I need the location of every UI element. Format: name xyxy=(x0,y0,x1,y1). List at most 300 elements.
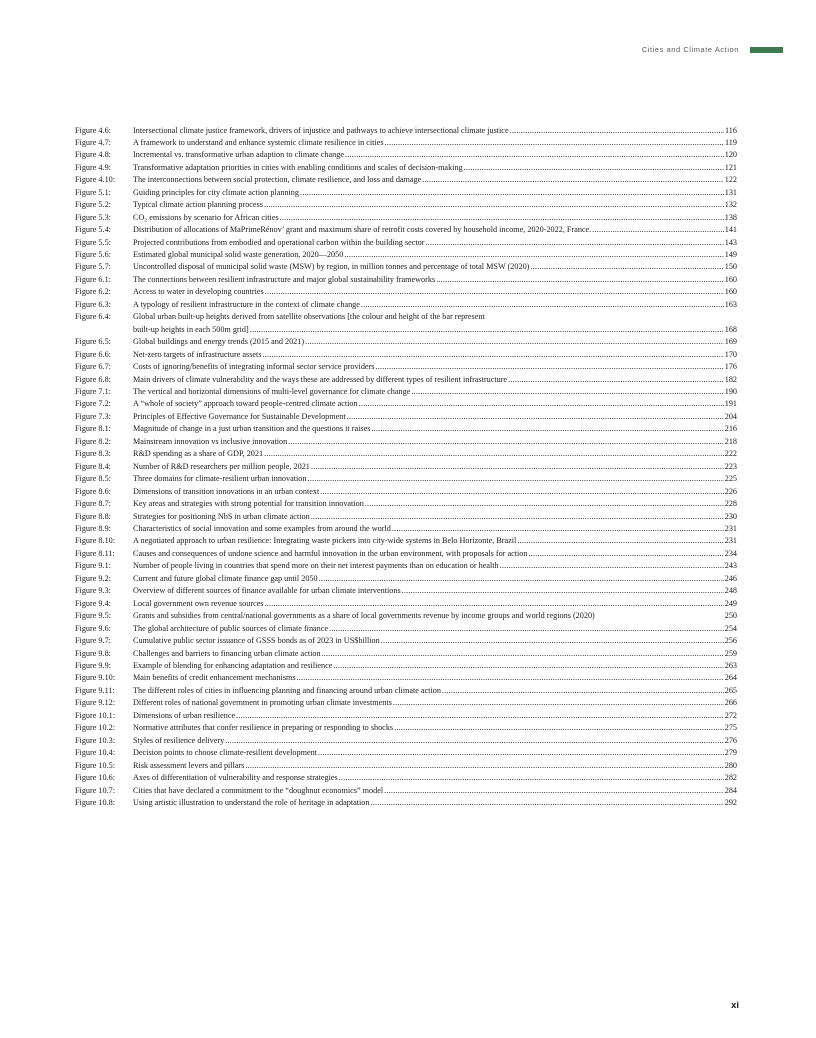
dot-leader xyxy=(359,398,724,410)
entry-body xyxy=(133,685,737,697)
page-reference[interactable]: 182 xyxy=(724,374,737,384)
figure-number: Figure 10.6: xyxy=(75,773,116,783)
figure-title: Estimated global municipal solid waste generation, 2020—2050 xyxy=(133,250,344,260)
page-reference[interactable]: 226 xyxy=(724,486,737,496)
page-reference[interactable]: 141 xyxy=(724,225,737,235)
header-accent-bar xyxy=(750,47,783,53)
figure-title: Incremental vs. transformative urban adaption to climate change xyxy=(133,150,344,160)
figure-number: Figure 9.2: xyxy=(75,573,111,583)
toc-entry[interactable] xyxy=(75,635,737,647)
figure-number: Figure 8.4: xyxy=(75,461,111,471)
page-reference[interactable]: 254 xyxy=(724,623,737,633)
figure-title: Strategies for positioning NbS in urban climate action xyxy=(133,511,310,521)
page-reference[interactable]: 234 xyxy=(724,548,737,558)
page-reference[interactable]: 169 xyxy=(724,337,737,347)
page-reference[interactable]: 264 xyxy=(724,673,737,683)
figure-number: Figure 9.6: xyxy=(75,623,111,633)
entry-line xyxy=(133,573,737,585)
page-reference[interactable]: 249 xyxy=(724,598,737,608)
figure-number: Figure 9.9: xyxy=(75,660,111,670)
entry-line xyxy=(133,212,737,224)
figure-title: Styles of resilience delivery xyxy=(133,735,225,745)
toc-entry[interactable] xyxy=(75,760,737,772)
dot-leader xyxy=(339,772,724,784)
dot-leader xyxy=(307,473,723,485)
entry-line xyxy=(133,286,737,298)
toc-entry[interactable] xyxy=(75,772,737,784)
toc-entry[interactable] xyxy=(75,697,737,709)
entry-line xyxy=(133,374,737,386)
toc-entry[interactable] xyxy=(75,286,737,298)
toc-entry[interactable] xyxy=(75,212,737,224)
entry-body xyxy=(133,448,737,460)
entry-line xyxy=(133,261,737,273)
figure-number: Figure 4.7: xyxy=(75,137,111,147)
dot-leader xyxy=(500,560,724,572)
entry-line xyxy=(133,187,737,199)
entry-body xyxy=(133,710,737,722)
page-reference[interactable]: 176 xyxy=(724,362,737,372)
toc-entry[interactable] xyxy=(75,461,737,473)
figure-title: Typical climate action planning process xyxy=(133,200,263,210)
entry-line xyxy=(133,249,737,261)
toc-entry[interactable] xyxy=(75,486,737,498)
dot-leader xyxy=(393,697,724,709)
toc-entry[interactable] xyxy=(75,473,737,485)
entry-line xyxy=(133,461,737,473)
figure-title: Risk assessment levers and pillars xyxy=(133,760,245,770)
entry-line xyxy=(133,299,737,311)
entry-line xyxy=(133,311,737,323)
page-reference[interactable]: 228 xyxy=(724,499,737,509)
dot-leader xyxy=(375,361,723,373)
entry-line xyxy=(133,386,737,398)
entry-line xyxy=(133,361,737,373)
dot-leader xyxy=(528,548,723,560)
page-reference[interactable]: 248 xyxy=(724,586,737,596)
toc-entry[interactable] xyxy=(75,137,737,149)
entry-line xyxy=(133,598,737,610)
page-reference[interactable]: 231 xyxy=(724,524,737,533)
figure-title: Projected contributions from embodied and operational carbon within the building sector xyxy=(133,237,425,247)
dot-leader xyxy=(442,685,724,697)
dot-leader xyxy=(517,535,723,547)
figure-title: Dimensions of transition innovations in an urban context xyxy=(133,486,320,496)
toc-entry[interactable] xyxy=(75,237,737,249)
figure-title: Dimensions of urban resilience xyxy=(133,710,236,720)
figure-title: Using artistic illustration to understand the role of heritage in adaptation xyxy=(133,797,370,807)
entry-body xyxy=(133,785,737,797)
figure-title: Characteristics of social innovation and some examples from around the world xyxy=(133,524,391,533)
entry-line xyxy=(133,610,737,622)
figure-number: Figure 8.3: xyxy=(75,449,111,459)
figure-title: Cities that have declared a commitment to the “doughnut economics” model xyxy=(133,785,384,795)
entry-body xyxy=(133,573,737,585)
entry-line xyxy=(133,648,737,660)
figure-title: Number of people living in countries that spend more on their net interest payments than on education or health xyxy=(133,561,499,571)
figure-title: Different roles of national government in promoting urban climate investments xyxy=(133,698,392,708)
dot-leader xyxy=(381,635,724,647)
entry-body xyxy=(133,162,737,174)
toc-entry[interactable] xyxy=(75,299,737,311)
page-reference[interactable]: 138 xyxy=(724,212,737,222)
entry-body xyxy=(133,311,737,336)
entry-body xyxy=(133,386,737,398)
figure-number: Figure 9.7: xyxy=(75,636,111,646)
figure-number: Figure 6.6: xyxy=(75,349,111,359)
entry-body xyxy=(133,249,737,261)
figure-title: Grants and subsidies from central/national governments as a share of local governments revenue by income groups and world regions (2020) xyxy=(133,611,595,621)
dot-leader xyxy=(508,374,724,386)
entry-line xyxy=(133,623,737,635)
entry-body xyxy=(133,498,737,510)
figure-title: Overview of different sources of finance available for urban climate interventions xyxy=(133,586,401,596)
entry-line xyxy=(133,149,737,161)
figure-number: Figure 9.8: xyxy=(75,648,111,658)
dot-leader xyxy=(225,735,724,747)
page-reference[interactable]: 250 xyxy=(724,611,737,621)
page-reference[interactable]: 284 xyxy=(724,785,737,795)
entry-line xyxy=(133,722,737,734)
toc-entry[interactable] xyxy=(75,548,737,560)
figure-number: Figure 9.12: xyxy=(75,698,116,708)
page-reference[interactable]: 282 xyxy=(724,773,737,783)
dot-leader xyxy=(347,411,724,423)
page-reference[interactable]: 143 xyxy=(724,237,737,247)
figure-title: R&D spending as a share of GDP, 2021 xyxy=(133,449,264,459)
page-reference[interactable]: 120 xyxy=(724,150,737,160)
toc-entry[interactable] xyxy=(75,672,737,684)
figure-number: Figure 9.3: xyxy=(75,586,111,596)
figure-number: Figure 4.6: xyxy=(75,125,111,135)
page-reference[interactable]: 168 xyxy=(724,324,737,334)
figure-number: Figure 5.5: xyxy=(75,237,111,247)
entry-line xyxy=(133,772,737,784)
toc-entry[interactable] xyxy=(75,660,737,672)
entry-body xyxy=(133,697,737,709)
toc-entry[interactable] xyxy=(75,274,737,286)
toc-entry[interactable] xyxy=(75,535,737,547)
figure-number: Figure 5.7: xyxy=(75,262,111,272)
figure-title: Principles of Effective Governance for Sustainable Development xyxy=(133,411,346,421)
page-reference[interactable]: 279 xyxy=(724,748,737,758)
toc-entry[interactable] xyxy=(75,598,737,610)
figure-title: The vertical and horizontal dimensions of multi-level governance for climate change xyxy=(133,387,411,397)
entry-body xyxy=(133,585,737,597)
dot-leader xyxy=(365,498,724,510)
toc-entry[interactable] xyxy=(75,361,737,373)
dot-leader xyxy=(394,722,724,734)
toc-entry[interactable] xyxy=(75,573,737,585)
figure-title: CO₂ emissions by scenario for African cities xyxy=(133,212,279,222)
toc-entry[interactable] xyxy=(75,249,737,261)
page-reference[interactable]: 222 xyxy=(724,449,737,459)
figure-number: Figure 8.10: xyxy=(75,536,116,546)
figure-number: Figure 9.5: xyxy=(75,611,111,621)
figure-number: Figure 10.1: xyxy=(75,710,116,720)
figure-title: Challenges and barriers to financing urban climate action xyxy=(133,648,321,658)
page-reference[interactable]: 223 xyxy=(724,461,737,471)
entry-line xyxy=(133,324,737,336)
figure-title: Main benefits of credit enhancement mechanisms xyxy=(133,673,296,683)
figure-title: Distribution of allocations of MaPrimeRénov’ grant and maximum share of retrofit costs covered by household income, 2020-2022, France. xyxy=(133,225,592,235)
figure-number: Figure 10.2: xyxy=(75,723,116,733)
page-reference[interactable]: 121 xyxy=(724,162,737,172)
figure-number: Figure 8.8: xyxy=(75,511,111,521)
entry-body xyxy=(133,361,737,373)
entry-body xyxy=(133,660,737,672)
dot-leader xyxy=(530,261,723,273)
entry-body xyxy=(133,535,737,547)
dot-leader xyxy=(402,585,724,597)
toc-entry[interactable] xyxy=(75,336,737,348)
entry-body xyxy=(133,125,737,137)
toc-entry[interactable] xyxy=(75,623,737,635)
toc-entry[interactable] xyxy=(75,311,737,336)
page-reference[interactable]: 190 xyxy=(724,387,737,397)
toc-entry[interactable] xyxy=(75,174,737,186)
page-reference[interactable]: 204 xyxy=(724,411,737,421)
dot-leader xyxy=(385,137,724,149)
figure-number: Figure 4.10: xyxy=(75,175,116,185)
entry-line xyxy=(133,237,737,249)
page-reference[interactable]: 191 xyxy=(724,399,737,409)
figure-title: Magnitude of change in a just urban transition and the questions it raises xyxy=(133,424,371,434)
page-reference[interactable]: 275 xyxy=(724,723,737,733)
figure-number: Figure 10.5: xyxy=(75,760,116,770)
dot-leader xyxy=(344,249,723,261)
dot-leader xyxy=(264,199,724,211)
figure-number: Figure 7.3: xyxy=(75,411,111,421)
figure-number: Figure 8.7: xyxy=(75,499,111,509)
toc-entry[interactable] xyxy=(75,162,737,174)
figure-title: Intersectional climate justice framework, drivers of injustice and pathways to achieve intersectional climate justice xyxy=(133,125,509,135)
dot-leader xyxy=(311,461,724,473)
entry-body xyxy=(133,610,737,622)
figure-title: Main drivers of climate vulnerability and the ways these are addressed by different types of resilient infrastructure xyxy=(133,374,508,384)
entry-body xyxy=(133,137,737,149)
entry-body xyxy=(133,760,737,772)
page-reference[interactable]: 218 xyxy=(724,436,737,446)
entry-line xyxy=(133,162,737,174)
page-reference[interactable]: 266 xyxy=(724,698,737,708)
entry-body xyxy=(133,398,737,410)
running-title: Cities and Climate Action xyxy=(641,45,739,54)
entry-line xyxy=(133,797,737,809)
page-reference[interactable]: 243 xyxy=(724,561,737,571)
entry-body xyxy=(133,237,737,249)
page-reference[interactable]: 116 xyxy=(725,125,737,135)
page-reference[interactable]: 216 xyxy=(724,424,737,434)
toc-entry[interactable] xyxy=(75,498,737,510)
figure-number: Figure 6.8: xyxy=(75,374,111,384)
dot-leader xyxy=(236,710,724,722)
figure-title: Current and future global climate finance gap until 2050 xyxy=(133,573,318,583)
page-reference[interactable]: 160 xyxy=(724,274,737,284)
dot-leader xyxy=(319,573,724,585)
figure-title: Cumulative public sector issuance of GSSS bonds as of 2023 in US$billion xyxy=(133,636,380,646)
figure-title: Example of blending for enhancing adaptation and resilience xyxy=(133,660,333,670)
entry-body xyxy=(133,797,737,809)
dot-leader xyxy=(245,760,723,772)
entry-line xyxy=(133,560,737,572)
dot-leader xyxy=(300,187,724,199)
dot-leader xyxy=(265,286,724,298)
toc-entry[interactable] xyxy=(75,511,737,523)
dot-leader xyxy=(329,623,724,635)
entry-body xyxy=(133,336,737,348)
toc-entry[interactable] xyxy=(75,710,737,722)
page-reference[interactable]: 150 xyxy=(724,262,737,272)
toc-entry[interactable] xyxy=(75,224,737,236)
toc-entry[interactable] xyxy=(75,747,737,759)
figure-number: Figure 6.1: xyxy=(75,274,111,284)
toc-entry[interactable] xyxy=(75,386,737,398)
page-reference[interactable]: 231 xyxy=(724,536,737,546)
entry-body xyxy=(133,672,737,684)
toc-entry[interactable] xyxy=(75,735,737,747)
page-reference[interactable]: 149 xyxy=(724,250,737,260)
entry-line xyxy=(133,710,737,722)
toc-entry[interactable] xyxy=(75,187,737,199)
toc-entry[interactable] xyxy=(75,199,737,211)
page-reference[interactable]: 163 xyxy=(724,299,737,309)
page-reference[interactable]: 246 xyxy=(724,573,737,583)
figure-number: Figure 7.1: xyxy=(75,387,111,397)
page-reference[interactable]: 131 xyxy=(724,187,737,197)
entry-line xyxy=(133,448,737,460)
entry-line xyxy=(133,274,737,286)
figure-number: Figure 6.3: xyxy=(75,299,111,309)
figure-number: Figure 5.1: xyxy=(75,187,111,197)
figure-title: Net-zero targets of infrastructure assets xyxy=(133,349,262,359)
entry-line xyxy=(133,523,737,535)
figure-number: Figure 8.5: xyxy=(75,474,111,484)
page-reference[interactable]: 256 xyxy=(724,636,737,646)
toc-entry[interactable] xyxy=(75,149,737,161)
toc-entry[interactable] xyxy=(75,436,737,448)
entry-body xyxy=(133,286,737,298)
dot-leader xyxy=(592,224,723,236)
entry-line xyxy=(133,685,737,697)
toc-entry[interactable] xyxy=(75,448,737,460)
page-reference[interactable]: 259 xyxy=(724,648,737,658)
entry-body xyxy=(133,635,737,647)
entry-body xyxy=(133,772,737,784)
dot-leader xyxy=(264,448,724,460)
page-reference[interactable]: 280 xyxy=(724,760,737,770)
toc-entry[interactable] xyxy=(75,349,737,361)
figure-number: Figure 5.2: xyxy=(75,200,111,210)
dot-leader xyxy=(370,797,723,809)
page-reference[interactable]: 132 xyxy=(724,200,737,210)
figure-title: Normative attributes that confer resilience in preparing or responding to shocks xyxy=(133,723,394,733)
toc-entry[interactable] xyxy=(75,374,737,386)
page-reference[interactable]: 225 xyxy=(724,474,737,484)
entry-body xyxy=(133,511,737,523)
entry-line xyxy=(133,137,737,149)
figure-title: A framework to understand and enhance systemic climate resilience in cities xyxy=(133,137,384,147)
entry-body xyxy=(133,548,737,560)
entry-body xyxy=(133,149,737,161)
toc-entry[interactable] xyxy=(75,423,737,435)
figure-title-continued: built-up heights in each 500m grid] xyxy=(133,324,249,334)
figure-title: The global architecture of public sources of climate finance xyxy=(133,623,329,633)
toc-entry[interactable] xyxy=(75,125,737,137)
entry-body xyxy=(133,486,737,498)
page-reference[interactable]: 292 xyxy=(724,797,737,807)
page-reference[interactable]: 119 xyxy=(725,137,737,147)
dot-leader xyxy=(263,349,724,361)
entry-line xyxy=(133,672,737,684)
page-reference[interactable]: 263 xyxy=(724,660,737,670)
page-reference[interactable]: 160 xyxy=(724,287,737,297)
page-reference[interactable]: 230 xyxy=(724,511,737,521)
figure-title: Number of R&D researchers per million people, 2021 xyxy=(133,461,310,471)
page-reference[interactable]: 170 xyxy=(724,349,737,359)
toc-entry[interactable] xyxy=(75,261,737,273)
figure-number: Figure 9.10: xyxy=(75,673,116,683)
entry-line xyxy=(133,486,737,498)
toc-entry[interactable] xyxy=(75,523,737,535)
figure-number: Figure 10.7: xyxy=(75,785,116,795)
toc-entry[interactable] xyxy=(75,398,737,410)
entry-body xyxy=(133,174,737,186)
toc-entry[interactable] xyxy=(75,560,737,572)
toc-entry[interactable] xyxy=(75,411,737,423)
entry-line xyxy=(133,498,737,510)
toc-entry[interactable] xyxy=(75,585,737,597)
entry-line xyxy=(133,660,737,672)
toc-entry[interactable] xyxy=(75,722,737,734)
toc-entry[interactable] xyxy=(75,610,737,622)
figure-number: Figure 9.4: xyxy=(75,598,111,608)
entry-body xyxy=(133,374,737,386)
dot-leader xyxy=(250,324,724,336)
figure-number: Figure 8.9: xyxy=(75,524,111,533)
dot-leader xyxy=(320,486,723,498)
entry-line xyxy=(133,697,737,709)
entry-body xyxy=(133,261,737,273)
toc-entry[interactable] xyxy=(75,785,737,797)
figure-title: Uncontrolled disposal of municipal solid waste (MSW) by region, in million tonnes and percentage of total MSW (2020) xyxy=(133,262,530,272)
figure-title: The different roles of cities in influencing planning and financing around urban climate action xyxy=(133,685,441,695)
page-reference[interactable]: 276 xyxy=(724,735,737,745)
toc-entry[interactable] xyxy=(75,685,737,697)
entry-body xyxy=(133,523,737,535)
entry-line xyxy=(133,398,737,410)
figure-number: Figure 9.1: xyxy=(75,561,111,571)
page-reference[interactable]: 265 xyxy=(724,685,737,695)
entry-body xyxy=(133,299,737,311)
entry-body xyxy=(133,623,737,635)
page-reference[interactable]: 122 xyxy=(724,175,737,185)
figure-number: Figure 5.6: xyxy=(75,250,111,260)
dot-leader xyxy=(426,237,724,249)
dot-leader xyxy=(464,162,724,174)
dot-leader xyxy=(311,511,724,523)
toc-entry[interactable] xyxy=(75,797,737,809)
toc-entry[interactable] xyxy=(75,648,737,660)
figure-number: Figure 8.2: xyxy=(75,436,111,446)
page-reference[interactable]: 272 xyxy=(724,710,737,720)
figure-number: Figure 6.4: xyxy=(75,312,111,322)
running-header xyxy=(642,45,783,54)
entry-body xyxy=(133,199,737,211)
list-of-figures xyxy=(75,125,737,810)
entry-line xyxy=(133,747,737,759)
figure-number: Figure 4.8: xyxy=(75,150,111,160)
